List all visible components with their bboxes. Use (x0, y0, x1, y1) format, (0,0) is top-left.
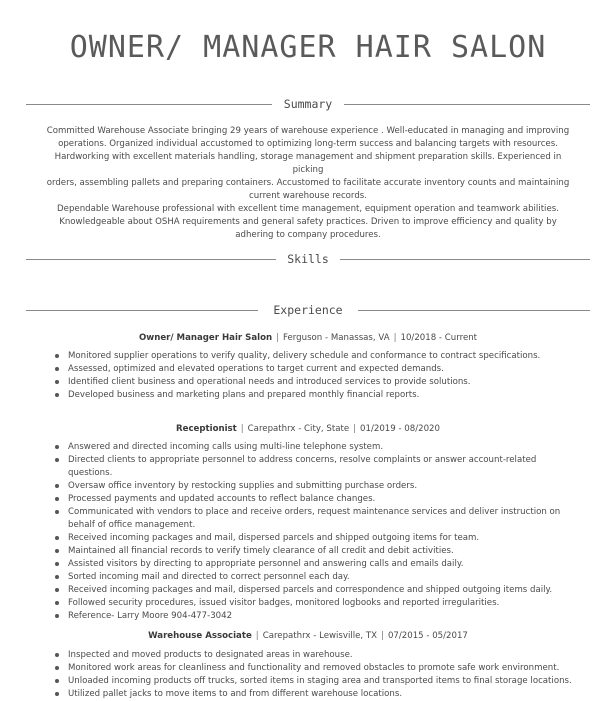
job-bullet: Received incoming packages and mail, dispersed parcels and shipped outgoing items for team. (54, 532, 574, 545)
summary-line: current warehouse records. (249, 191, 367, 201)
job-bullet: Directed clients to appropriate personnel to address concerns, resolve complaints or answer account-related questions. (54, 454, 574, 480)
job-bullet: Inspected and moved products to designated areas in warehouse. (54, 649, 574, 662)
job-bullet: Utilized pallet jacks to move items to and from different warehouse locations. (54, 688, 574, 701)
divider-right (358, 310, 590, 311)
job-dates: 07/2015 - 05/2017 (387, 631, 468, 641)
summary-line: Hardworking with excellent materials handling, storage management and shipment preparation skills. Experienced in picking (54, 152, 562, 175)
job-header: Receptionist | Carepathrx - City, State | 01/2019 - 08/2020 (176, 424, 440, 434)
summary-line: Knowledgeable about OSHA requirements and general safety practices. Driven to improve efficiency and quality by (59, 217, 557, 227)
job-bullet: Reference- Larry Moore 904-477-3042 (54, 610, 574, 623)
job-dates: 10/2018 - Current (400, 333, 478, 343)
skills-title: Skills (287, 252, 329, 266)
job-bullet: Monitored work areas for cleanliness and functionality and removed obstacles to promote safe work environment. (54, 662, 574, 675)
job-dates: 01/2019 - 08/2020 (360, 424, 440, 434)
divider-right (344, 104, 590, 105)
divider-right (340, 259, 590, 260)
job-bullet: Communicated with vendors to place and receive orders, request maintenance services and deliver instruction on behalf of office management. (54, 506, 574, 532)
skills-heading (26, 252, 590, 266)
job-bullets (54, 441, 574, 623)
summary-line: Committed Warehouse Associate bringing 29 years of warehouse experience . Well-educated in managing and improving (46, 126, 570, 136)
resume-name: OWNER/ MANAGER HAIR SALON (69, 30, 547, 65)
job-title: Warehouse Associate (148, 631, 252, 641)
summary-line: operations. Organized individual accustomed to optimizing long-term success and balancing targets with resources. (58, 139, 558, 149)
job-title: Receptionist (176, 424, 237, 434)
job-bullet: Received incoming packages and mail, dispersed parcels and correspondence and shipped outgoing items daily. (54, 584, 574, 597)
job-bullet: Oversaw office inventory by restocking supplies and submitting purchase orders. (54, 480, 574, 493)
job-company: Carepathrx - Lewisville, TX (262, 631, 378, 641)
job-title: Owner/ Manager Hair Salon (138, 333, 273, 343)
job-header: Owner/ Manager Hair Salon | Ferguson - Manassas, VA | 10/2018 - Current (138, 333, 478, 343)
job-bullet: Assisted visitors by directing to appropriate personnel and answering calls and emails daily. (54, 558, 574, 571)
job-company: Carepathrx - City, State (247, 424, 350, 434)
job-bullet: Identified client business and operational needs and introduced services to provide solutions. (54, 376, 574, 389)
job-bullet: Sorted incoming mail and directed to correct personnel each day. (54, 571, 574, 584)
job-bullet: Developed business and marketing plans and prepared monthly financial reports. (54, 389, 574, 402)
job-bullet: Unloaded incoming products off trucks, sorted items in staging area and transported items to final storage locations. (54, 675, 574, 688)
job-bullets (54, 649, 574, 701)
job-company: Ferguson - Manassas, VA (283, 333, 390, 343)
job-bullets (54, 350, 574, 402)
job-bullet: Followed security procedures, issued visitor badges, monitored logbooks and reported irregularities. (54, 597, 574, 610)
summary-line: orders, assembling pallets and preparing containers. Accustomed to facilitate accurate inventory counts and maintaining (46, 178, 570, 188)
summary-line: Dependable Warehouse professional with excellent time management, equipment operation and teamwork abilities. (57, 204, 559, 214)
job-bullet: Maintained all financial records to verify timely clearance of all credit and debit activities. (54, 545, 574, 558)
job-header: Warehouse Associate | Carepathrx - Lewisville, TX | 07/2015 - 05/2017 (148, 631, 468, 641)
job-bullet: Answered and directed incoming calls using multi-line telephone system. (54, 441, 574, 454)
job-bullet: Processed payments and updated accounts to reflect balance changes. (54, 493, 574, 506)
experience-heading (26, 303, 590, 317)
summary-text (40, 125, 576, 242)
job-bullet: Monitored supplier operations to verify quality, delivery schedule and conformance to contract specifications. (54, 350, 574, 363)
job-bullet: Assessed, optimized and elevated operations to target current and expected demands. (54, 363, 574, 376)
summary-line: adhering to company procedures. (235, 230, 381, 240)
summary-title: Summary (283, 97, 333, 111)
summary-heading (26, 97, 590, 111)
experience-title: Experience (273, 303, 343, 317)
